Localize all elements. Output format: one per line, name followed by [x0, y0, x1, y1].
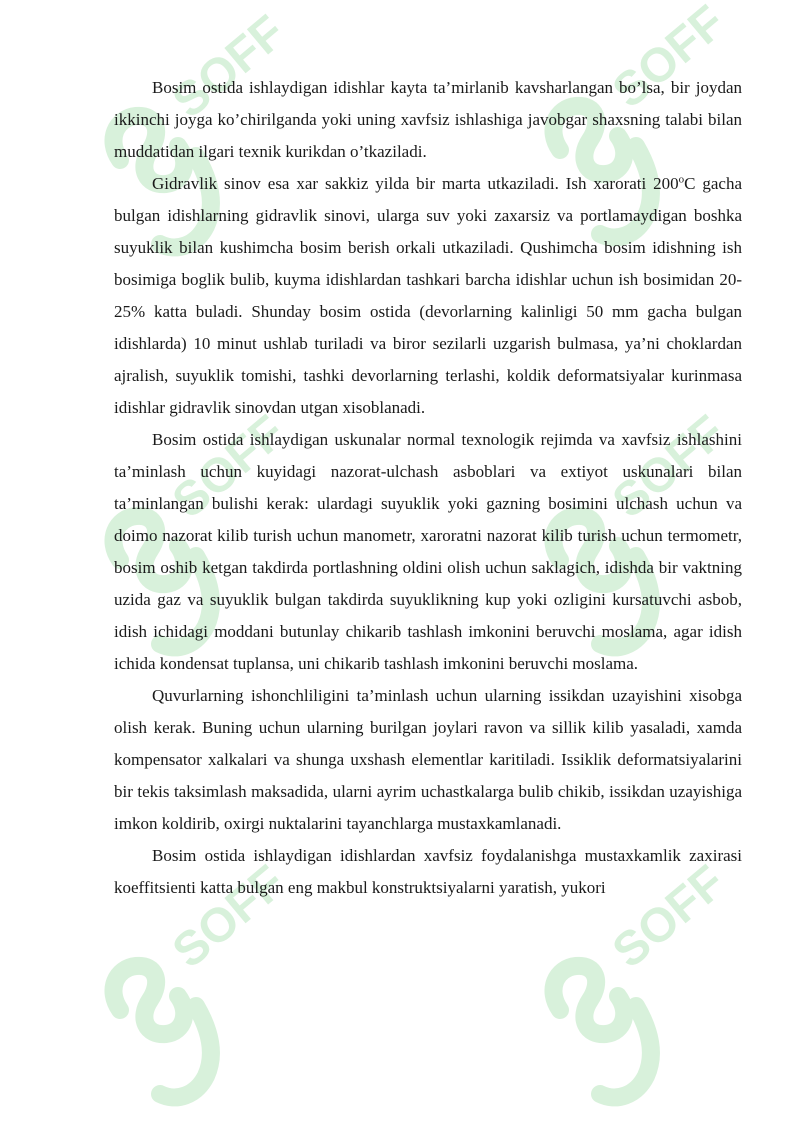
document-body: [114, 72, 742, 904]
degree-sup: o: [678, 173, 685, 186]
paragraph-5: Bosim ostida ishlaydigan idishlardan xavfsiz foydalanishga mustaxkamlik zaxirasi koeffitsienti katta bulgan eng makbul konstruktsiyalarni yaratish, yukori: [114, 846, 742, 897]
paragraph-2-text-a: Gidravlik sinov esa xar sakkiz yilda bir marta utkaziladi. Ish xarorati 200: [152, 174, 679, 193]
paragraph-3: Bosim ostida ishlaydigan uskunalar normal texnologik rejimda va xavfsiz ishlashini ta’minlash uchun kuyidagi nazorat-ulchash asboblari va extiyot uskunalari bilan ta’minlangan bulishi kerak: ulardagi suyuklik yoki gazning bosimini ulchash uchun va doimo nazorat kilib turish uchun manometr, xaroratni nazorat kilib turish uchun termometr, bosim oshib ketgan takdirda portlashning oldini olish uchun saklagich, idishda bir vaktning uzida gaz va suyuklik bulgan takdirda suyuklikning kup yoki ozligini kursatuvchi asbob, idish ichidagi moddani butunlay chikarib tashlash imkonini beruvchi moslama, agar idish ichida kondensat tuplansa, uni chikarib tashlash imkonini beruvchi moslama.: [114, 430, 742, 673]
paragraph-1: Bosim ostida ishlaydigan idishlar kayta ta’mirlanib kavsharlangan bo’lsa, bir joydan ikkinchi joyga ko’chirilganda yoki uning xavfsiz ishlashiga javobgar shaxsning talabi bilan muddatidan ilgari texnik kurikdan o’tkaziladi.: [114, 78, 742, 161]
paragraph-2: [114, 168, 742, 424]
paragraph-4: Quvurlarning ishonchliligini ta’minlash uchun ularning issikdan uzayishini xisobga olish kerak. Buning uchun ularning burilgan joylari ravon va sillik kilib yasaladi, xamda kompensator xalkalari va shunga uxshash elementlar karitiladi. Issiklik deformatsiyalarini bir tekis taksimlash maksadida, ularni ayrim uchastkalarga bulib chikib, issikdan uzayishiga imkon koldirib, oxirgi nuktalarini tayanchlarga mustaxkamlanadi.: [114, 686, 742, 833]
paragraph-2-text-b: C gacha bulgan idishlarning gidravlik sinovi, ularga suv yoki zaxarsiz va portlamaydigan boshka suyuklik bilan kushimcha bosim berish orkali utkaziladi. Qushimcha bosim idishning ish bosimiga boglik bulib, kuyma idishlardan tashkari barcha idishlar uchun ish bosimidan 20-25% katta buladi. Shunday bosim ostida (devorlarning kalinligi 50 mm gacha bulgan idishlarda) 10 minut ushlab turiladi va biror sezilarli uzgarish bulmasa, ya’ni choklardan ajralish, suyuklik tomishi, tashki devorlarning terlashi, koldik deformatsiyalar kurinmasa idishlar gidravlik sinovdan utgan xisoblanadi.: [114, 174, 742, 417]
